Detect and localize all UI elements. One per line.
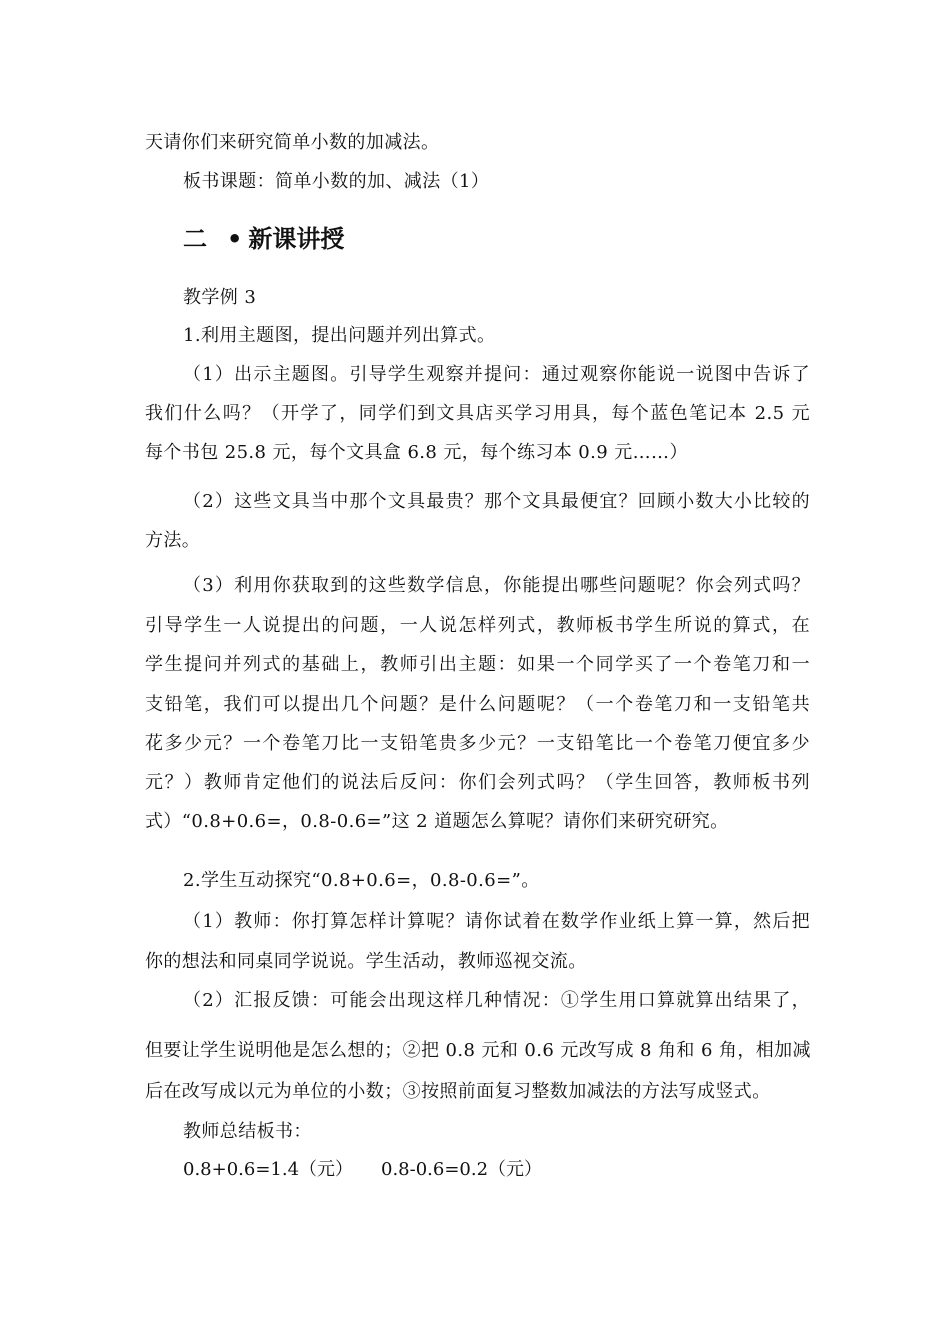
paragraph-line: 方法。 bbox=[145, 530, 201, 551]
paragraph-line: （3）利用你获取到的这些数学信息，你能提出哪些问题呢？你会列式吗？ bbox=[183, 575, 810, 596]
paragraph-line: （2）汇报反馈：可能会出现这样几种情况：①学生用口算就算出结果了， bbox=[183, 990, 810, 1011]
paragraph-line: 每个书包 25.8 元，每个文具盒 6.8 元，每个练习本 0.9 元……） bbox=[145, 442, 688, 463]
section-number: 二 bbox=[183, 225, 207, 253]
paragraph-line: （2）这些文具当中那个文具最贵？那个文具最便宜？回顾小数大小比较的 bbox=[183, 491, 810, 512]
paragraph-line: 元？）教师肯定他们的说法后反问：你们会列式吗？（学生回答，教师板书列 bbox=[145, 772, 810, 793]
paragraph-line: 学生提问并列式的基础上，教师引出主题：如果一个同学买了一个卷笔刀和一 bbox=[145, 654, 810, 675]
summary-label: 教师总结板书： bbox=[183, 1121, 312, 1142]
paragraph-line: 你的想法和同桌同学说说。学生活动，教师巡视交流。 bbox=[145, 951, 587, 972]
paragraph-line: 式）“0.8+0.6=，0.8-0.6=”这 2 道题怎么算呢？请你们来研究研究。 bbox=[145, 811, 729, 832]
board-topic: 板书课题：简单小数的加、减法（1） bbox=[183, 171, 490, 192]
paragraph-line: 花多少元？一个卷笔刀比一支铅笔贵多少元？一支铅笔比一个卷笔刀便宜多少 bbox=[145, 733, 810, 754]
section-title: 新课讲授 bbox=[248, 225, 345, 253]
subtraction-formula: 0.8-0.6=0.2（元） bbox=[381, 1159, 543, 1180]
section-heading bbox=[183, 224, 344, 254]
example-label: 教学例 3 bbox=[183, 287, 257, 308]
paragraph-line: 但要让学生说明他是怎么想的；②把 0.8 元和 0.6 元改写成 8 角和 6 角，相加减 bbox=[145, 1040, 811, 1061]
paragraph-line: 引导学生一人说提出的问题，一人说怎样列式，教师板书学生所说的算式，在 bbox=[145, 615, 810, 636]
paragraph-line: 支铅笔，我们可以提出几个问题？是什么问题呢？（一个卷笔刀和一支铅笔共 bbox=[145, 694, 810, 715]
paragraph-line: 我们什么吗？（开学了，同学们到文具店买学习用具，每个蓝色笔记本 2.5 元 bbox=[145, 403, 810, 424]
bullet-icon: • bbox=[227, 225, 243, 253]
paragraph-line: 后在改写成以元为单位的小数；③按照前面复习整数加减法的方法写成竖式。 bbox=[145, 1081, 771, 1102]
step-heading: 1.利用主题图，提出问题并列出算式。 bbox=[183, 325, 496, 346]
paragraph-line: （1）出示主题图。引导学生观察并提问：通过观察你能说一说图中告诉了 bbox=[183, 364, 810, 385]
paragraph-line: 天请你们来研究简单小数的加减法。 bbox=[145, 132, 440, 153]
addition-formula: 0.8+0.6=1.4（元） bbox=[183, 1159, 354, 1180]
paragraph-line: （1）教师：你打算怎样计算呢？请你试着在数学作业纸上算一算，然后把 bbox=[183, 911, 810, 932]
step-heading: 2.学生互动探究“0.8+0.6=，0.8-0.6=”。 bbox=[183, 870, 540, 891]
